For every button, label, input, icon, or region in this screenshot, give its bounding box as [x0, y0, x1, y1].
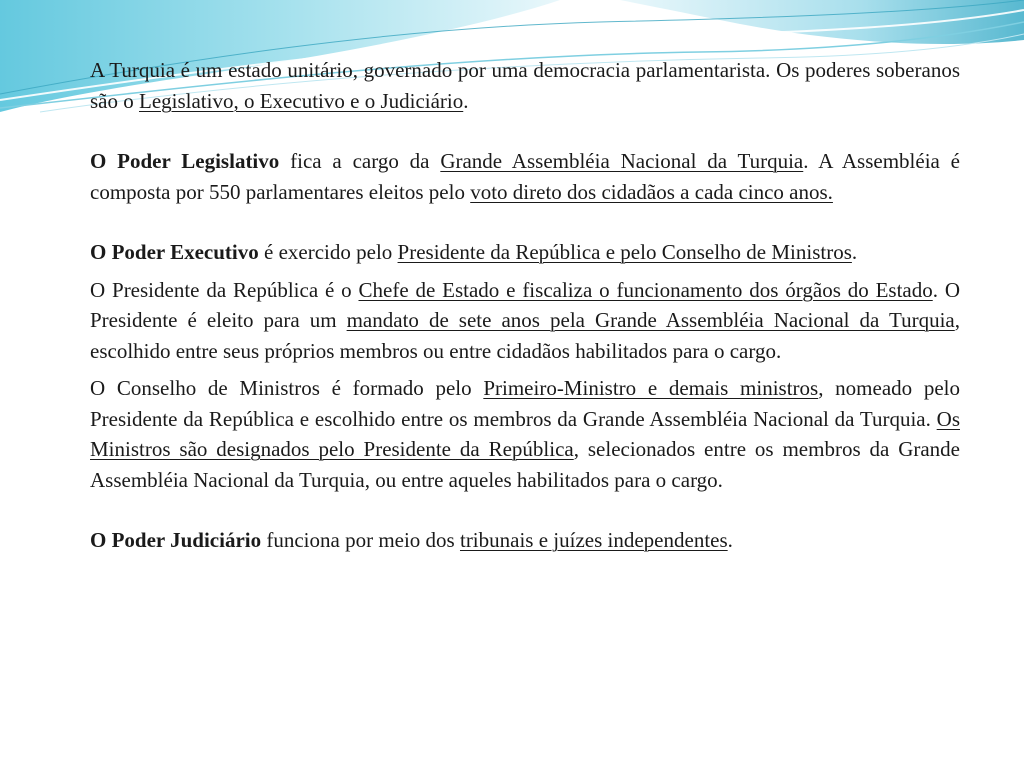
paragraph-intro [90, 55, 960, 116]
underlined-text: Grande Assembléia Nacional da Turquia [440, 149, 804, 173]
underlined-text: Os Ministros são designados pelo Presidente da República [90, 406, 960, 461]
paragraph-text: é exercido pelo [258, 240, 398, 264]
paragraph-text: , escolhido entre seus próprios membros ou entre cidadãos habilitados para o cargo. [90, 308, 960, 363]
paragraph-presidente [90, 275, 960, 367]
paragraph-text: O Conselho de Ministros é formado pelo [90, 376, 484, 400]
paragraph-conselho [90, 373, 960, 495]
underlined-text: Primeiro-Ministro e demais ministros [483, 376, 819, 400]
paragraph-text: , nomeado pelo Presidente da República e escolhido entre os membros da Grande Assembléia Nacional da Turquia. [90, 376, 960, 431]
paragraph-text: . [851, 240, 858, 264]
underlined-text: Legislativo, o Executivo e o Judiciário [139, 88, 464, 113]
paragraph-text: . A Assembléia é composta por 550 parlamentares eleitos pelo [90, 149, 961, 204]
paragraph-text: funciona por meio dos [261, 528, 460, 552]
paragraph-text: fica a cargo da [279, 149, 441, 173]
paragraph-judiciario [90, 525, 960, 556]
bold-heading-text: O Poder Legislativo [90, 149, 280, 173]
underlined-text: tribunais e juízes independentes [459, 528, 728, 552]
underlined-text: voto direto dos cidadãos a cada cinco anos. [470, 179, 833, 204]
paragraph-executivo [90, 237, 960, 268]
paragraph-text: . O Presidente é eleito para um [90, 277, 960, 332]
paragraph-text: A Turquia é um estado unitário, governado por uma democracia parlamentarista. Os poderes soberanos são o [90, 58, 960, 113]
underlined-text: mandato de sete anos pela Grande Assembléia Nacional da Turquia [346, 308, 955, 332]
paragraph-text: . [463, 88, 469, 113]
paragraph-text: O Presidente da República é o [90, 277, 359, 302]
paragraph-text: . [727, 528, 733, 552]
paragraph-text: , selecionados entre os membros da Grande Assembléia Nacional da Turquia, ou entre aqueles habilitados para o cargo. [90, 437, 961, 492]
paragraph-legislativo [90, 146, 960, 207]
body-text [90, 55, 960, 556]
underlined-text: Presidente da República e pelo Conselho de Ministros [397, 240, 852, 264]
bold-heading-text: O Poder Judiciário [90, 528, 262, 552]
underlined-text: Chefe de Estado e fiscaliza o funcionamento dos órgãos do Estado [358, 277, 933, 302]
bold-heading-text: O Poder Executivo [90, 240, 259, 264]
